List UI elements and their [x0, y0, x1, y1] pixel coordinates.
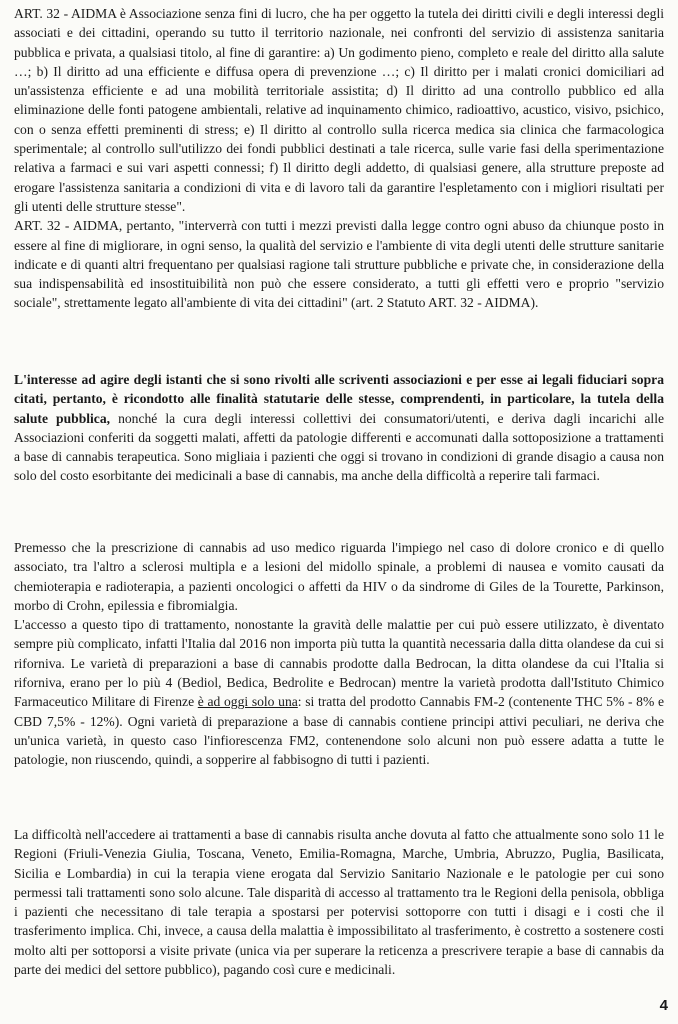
page-number: 4	[659, 997, 668, 1014]
paragraph-accesso-before: L'accesso a questo tipo di trattamento, nonostante la gravità delle malattie per cui può essere utilizzato, è diventato sempre più complicato, infatti l'Italia dal 2016 non importa più tutta la quantità necessaria dalla ditta olandese da cui si riforniva. Le varietà di preparazioni a base di cannabis prodotte dalla Bedrocan, la ditta olandese da cui l'Italia si riforniva, erano per lo più 4 (Bediol, Bedica, Bedrolite e Bedrocan) mentre la varietà prodotta dall'Istituto Chimico Farmaceutico Militare di Firenze	[14, 617, 664, 710]
paragraph-premesso	[14, 538, 664, 770]
paragraph-art32-statute	[14, 4, 664, 313]
paragraph-premesso-part1: Premesso che la prescrizione di cannabis ad uso medico riguarda l'impiego nel caso di dolore cronico e di quello associato, tra l'altro a sclerosi multipla e a lesioni del midollo spinale, a problemi di nausea e vomito causati da chemioterapia e radioterapia, a pazienti oncologici o affetti da HIV o da sindrome di Giles de la Tourette, Parkinson, morbo di Crohn, epilessia e fibromialgia.	[14, 540, 664, 613]
paragraph-art32-part2: ART. 32 - AIDMA, pertanto, "interverrà con tutti i mezzi previsti dalla legge contro ogni abuso da chiunque posto in essere al fine di migliorare, in ogni senso, la qualità del servizio e l'ambiente di vita degli utenti delle strutture sanitarie indicate e di quanti altri frequentano per qualsiasi ragione tali strutture pubbliche e private che, in considerazione della sua indispensabilità ed insostituibilità non può che essere considerato, a tutti gli effetti vero e proprio "servizio sociale", strettamente legato all'ambiente di vita dei cittadini" (art. 2 Statuto ART. 32 - AIDMA).	[14, 218, 664, 311]
paragraph-accesso-underlined: è ad oggi solo una	[197, 694, 298, 710]
paragraph-interesse-rest: nonché la cura degli interessi collettivi dei consumatori/utenti, e deriva dagli incarichi alle Associazioni conferiti da soggetti malati, affetti da patologie differenti e accomunati dalla sottoposizione a trattamenti a base di cannabis terapeutica. Sono migliaia i pazienti che oggi si trovano in condizioni di grande disagio a causa non solo del costo esorbitante dei medicinali a base di cannabis, ma anche della difficoltà a reperire tali farmaci.	[14, 410, 665, 484]
paragraph-accesso-after: : si tratta del prodotto Cannabis FM-2 (contenente THC 5% - 8% e CBD 7,5% - 12%). Ogni varietà di preparazione a base di cannabis contiene principi attivi peculiari, ne deriva che un'unica varietà, in questo caso l'infiorescenza FM2, contenendone solo alcuni non può essere adatta a tutte le patologie, non riuscendo, quindi, a sopperire al fabbisogno di tutti i pazienti.	[14, 694, 664, 768]
paragraph-interesse-agire	[14, 370, 664, 486]
paragraph-difficolta: La difficoltà nell'accedere ai trattamenti a base di cannabis risulta anche dovuta al fatto che attualmente sono solo 11 le Regioni (Friuli-Venezia Giulia, Toscana, Veneto, Emilia-Romagna, Marche, Umbria, Abruzzo, Puglia, Basilicata, Sicilia e Lombardia) in cui la terapia viene erogata dal Servizio Sanitario Nazionale e le patologie per cui sono permessi tali trattamenti sono solo alcune. Tale disparità di accesso al trattamento tra le Regioni della penisola, obbliga i pazienti che necessitano di tale terapia a spostarsi per potervisi sottoporre con tutti i disagi e i costi che il trasferimento implica. Chi, invece, a causa della malattia è impossibilitato al trasferimento, è costretto a sostenere costi molto alti per sottoporsi a visite private (unica via per superare la reticenza a prescrivere terapie a base di cannabis da parte dei medici del settore pubblico), pagando così cure e medicinali.	[14, 827, 664, 978]
paragraph-interesse-bold: L'interesse ad agire degli istanti che si sono rivolti alle scriventi associazioni e per esse ai legali fiduciari sopra citati, pertanto, è ricondotto alle finalità statutarie delle stesse, comprendenti, in particolare, la tutela della salute pubblica,	[14, 372, 664, 426]
paragraph-art32-part1: ART. 32 - AIDMA è Associazione senza fini di lucro, che ha per oggetto la tutela dei diritti civili e degli interessi degli associati e dei cittadini, operando su tutto il territorio nazionale, nei confronti del servizio di assistenza sanitaria pubblica e privata, a qualsiasi titolo, al fine di garantire: a) Un godimento pieno, completo e reale del diritto alla salute …; b) Il diritto ad una efficiente e diffusa opera di prevenzione …; c) Il diritto per i malati cronici domiciliari ad un'assistenza efficiente e ad una mobilità territoriale assistita; d) Il diritto ad una controllo pubblico ed alla eliminazione delle fonti patogene ambientali, relative ad inquinamento chimico, radioattivo, acustico, visivo, psichico, con o senza effetti preminenti di stress; e) Il diritto al controllo sulla ricerca medica sia clinica che farmacologica sperimentale; al controllo sull'utilizzo dei fondi pubblici destinati a tale ricerca, sulle varie fasi della sperimentazione relativa a farmaci e sui vari aspetti connessi; f) Il diritto degli addetto, di qualsiasi genere, alla strutture preposte ad erogare l'assistenza sanitaria a condizioni di vita e di lavoro tali da garantire l'espletamento con i migliori risultati per gli utenti delle strutture stesse".	[14, 6, 664, 214]
